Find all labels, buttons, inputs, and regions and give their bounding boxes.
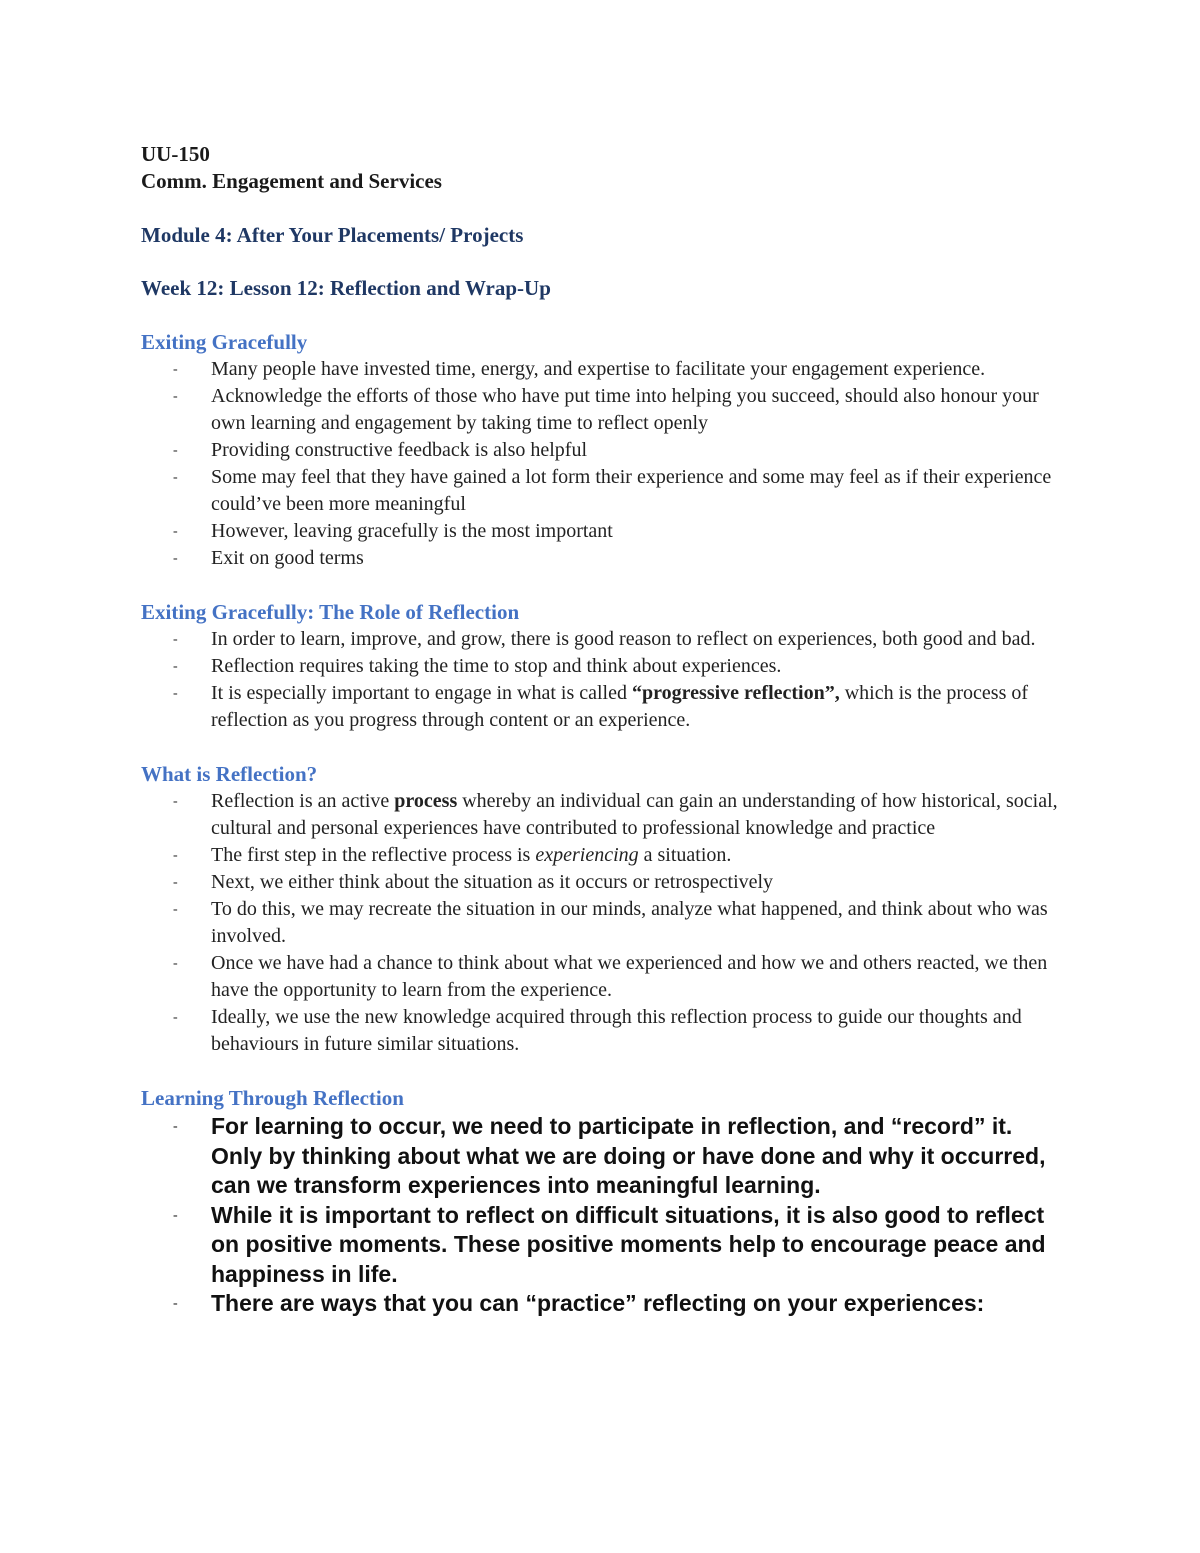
bullet-dash: - — [173, 875, 178, 890]
bullet-dash: - — [173, 524, 178, 539]
bullet-dash: - — [173, 1207, 178, 1223]
what-list — [141, 788, 1061, 1058]
list-item: - Reflection requires taking the time to stop and think about experiences. — [141, 653, 1061, 680]
bullet-dash: - — [173, 470, 178, 485]
list-item: - For learning to occur, we need to participate in reflection, and “record” it. Only by thinking about what we are doing or have done and why it occurred, can we transform experiences into meaningful learning. — [173, 1113, 1046, 1198]
bullet-dash: - — [173, 1010, 178, 1025]
emphasis-term: “progressive reflection”, — [632, 682, 840, 704]
list-item: - Next, we either think about the situation as it occurs or retrospectively — [141, 869, 1061, 896]
list-item: - Once we have had a chance to think about what we experienced and how we and others reacted, we then have the opportunity to learn from the experience. — [173, 952, 1048, 1001]
bullet-dash: - — [173, 686, 178, 701]
bullet-dash: - — [173, 362, 178, 377]
course-name: Comm. Engagement and Services — [141, 169, 442, 193]
module-title: Module 4: After Your Placements/ Projects — [141, 223, 524, 247]
learning-list — [141, 1112, 1061, 1319]
bullet-dash: - — [173, 1296, 178, 1311]
bullet-dash: - — [173, 1119, 178, 1134]
bullet-dash: - — [173, 443, 178, 458]
section-heading-exiting: Exiting Gracefully — [141, 330, 308, 354]
section-heading-role: Exiting Gracefully: The Role of Reflection — [141, 600, 520, 624]
week-title: Week 12: Lesson 12: Reflection and Wrap-Up — [141, 276, 551, 300]
bullet-dash: - — [173, 956, 178, 971]
exiting-list — [141, 356, 1061, 572]
role-list — [141, 626, 1061, 734]
section-heading-learning: Learning Through Reflection — [141, 1086, 404, 1110]
list-item: - Some may feel that they have gained a lot form their experience and some may feel as if their experience could’ve been more meaningful — [173, 466, 1052, 515]
bullet-dash: - — [173, 659, 178, 674]
document-page — [141, 141, 1061, 1319]
list-item: - It is especially important to engage in what is called “progressive reflection”, which is the process of reflection as you progress through content or an experience. — [173, 682, 1029, 731]
bullet-dash: - — [173, 389, 178, 404]
course-code: UU-150 — [141, 142, 210, 166]
bullet-dash: - — [173, 551, 178, 566]
bullet-dash: - — [173, 632, 178, 647]
list-item: - However, leaving gracefully is the most important — [141, 518, 1061, 545]
list-item: - Providing constructive feedback is also helpful — [141, 437, 1061, 464]
list-item: - Many people have invested time, energy, and expertise to facilitate your engagement experience. — [141, 356, 1061, 383]
emphasis-term: process — [394, 790, 458, 812]
list-item: - Ideally, we use the new knowledge acquired through this reflection process to guide our thoughts and behaviours in future similar situations. — [173, 1006, 1022, 1055]
list-item: - There are ways that you can “practice” reflecting on your experiences: — [141, 1289, 1061, 1319]
section-heading-what: What is Reflection? — [141, 762, 318, 786]
list-item: - The first step in the reflective process is experiencing a situation. — [141, 842, 1061, 869]
bullet-dash: - — [173, 902, 178, 917]
list-item: - Exit on good terms — [141, 545, 1061, 572]
list-item: - While it is important to reflect on difficult situations, it is also good to reflect on positive moments. These positive moments help to encourage peace and happiness in life. — [173, 1201, 1046, 1287]
list-item: - Reflection is an active process whereby an individual can gain an understanding of how historical, social, cultural and personal experiences have contributed to professional knowledge and practice — [173, 790, 1058, 839]
list-item: - In order to learn, improve, and grow, there is good reason to reflect on experiences, both good and bad. — [141, 626, 1061, 653]
list-item: - To do this, we may recreate the situation in our minds, analyze what happened, and think about who was involved. — [173, 898, 1048, 947]
bullet-dash: - — [173, 794, 178, 809]
bullet-dash: - — [173, 848, 178, 863]
list-item: - Acknowledge the efforts of those who have put time into helping you succeed, should also honour your own learning and engagement by taking time to reflect openly — [173, 385, 1039, 434]
emphasis-italic: experiencing — [535, 844, 639, 866]
